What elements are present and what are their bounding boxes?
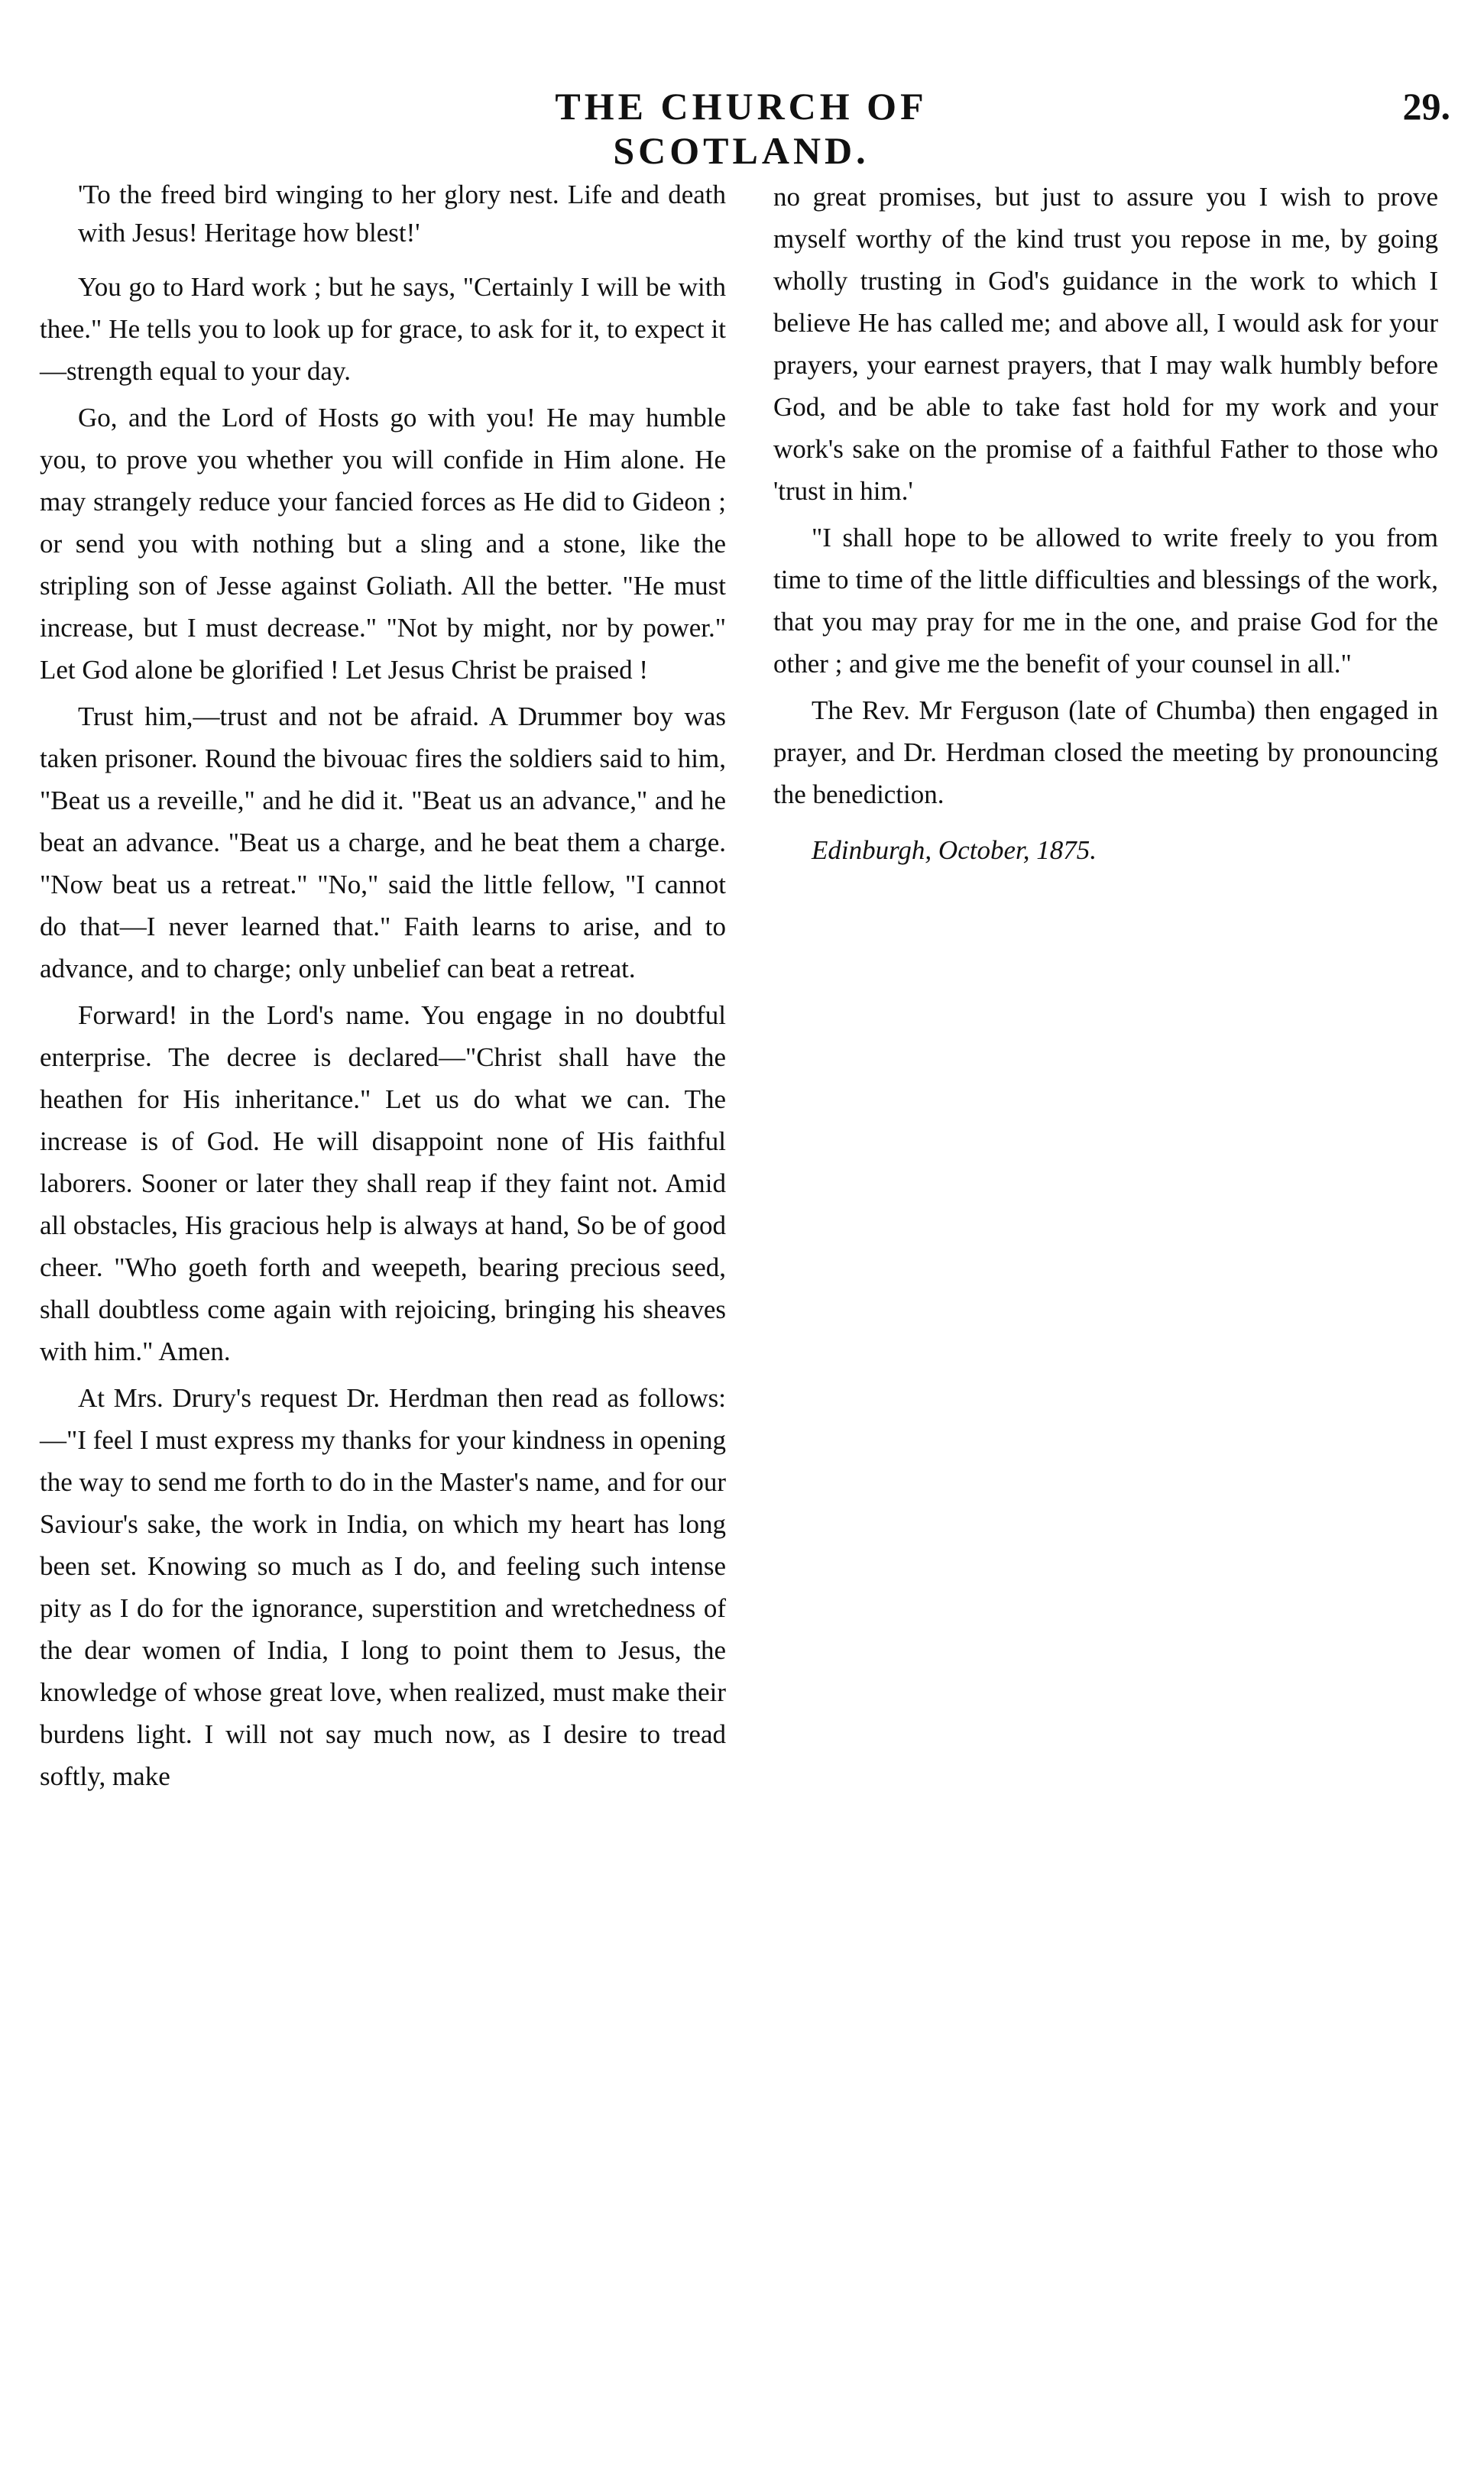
right-column: [773, 176, 1438, 871]
paragraph: The Rev. Mr Ferguson (late of Chumba) then engaged in prayer, and Dr. Herdman closed the meeting by pronouncing the benediction.: [773, 695, 1438, 809]
verse-quote: 'To the freed bird winging to her glory nest. Life and death with Jesus! Heritage how blest!': [78, 180, 726, 248]
paragraph-continued: no great promises, but just to assure you I wish to prove myself worthy of the kind trust you repose in me, by going wholly trusting in God's guidance in the work to which I believe He has called me; and above all, I would ask for your prayers, your earnest prayers, that I may walk humbly before God, and be able to take fast hold for my work and your work's sake on the promise of a faithful Father to those who 'trust in him.': [773, 182, 1438, 506]
paragraph: "I shall hope to be allowed to write freely to you from time to time of the little difficulties and blessings of the work, that you may pray for me in the one, and praise God for the other ; and give me the benefit of your counsel in all.": [773, 523, 1438, 679]
page-number: 29.: [1402, 85, 1450, 128]
dateline: Edinburgh, October, 1875.: [812, 835, 1097, 865]
paragraph: At Mrs. Drury's request Dr. Herdman then read as follows:—"I feel I must express my thanks for your kindness in opening the way to send me forth to do in the Master's name, and for our Saviour's sake, the work in India, on which my heart has long been set. Knowing so much as I do, and feeling such intense pity as I do for the ignorance, superstition and wretchedness of the dear women of India, I long to point them to Jesus, the knowledge of whose great love, when realized, must make their burdens light. I will not say much now, as I desire to tread softly, make: [40, 1383, 726, 1791]
paragraph: You go to Hard work ; but he says, "Certainly I will be with thee." He tells you to look up for grace, to ask for it, to expect it—strength equal to your day.: [40, 272, 726, 386]
paragraph: Go, and the Lord of Hosts go with you! He may humble you, to prove you whether you will confide in Him alone. He may strangely reduce your fancied forces as He did to Gideon ; or send you with nothing but a sling and a stone, like the stripling son of Jesse against Goliath. All the better. "He must increase, but I must decrease." "Not by might, nor by power." Let God alone be glorified ! Let Jesus Christ be praised !: [40, 403, 726, 685]
running-title: THE CHURCH OF SCOTLAND.: [555, 85, 928, 172]
paragraph: Trust him,—trust and not be afraid. A Drummer boy was taken prisoner. Round the bivouac fires the soldiers said to him, "Beat us a reveille," and he did it. "Beat us an advance," and he beat an advance. "Beat us a charge, and he beat them a charge. "Now beat us a retreat." "No," said the little fellow, "I cannot do that—I never learned that." Faith learns to arise, and to advance, and to charge; only unbelief can beat a retreat.: [40, 701, 726, 983]
left-column: [40, 176, 726, 1797]
paragraph: Forward! in the Lord's name. You engage in no doubtful enterprise. The decree is declared—"Christ shall have the heathen for His inheritance." Let us do what we can. The increase is of God. He will disappoint none of His faithful laborers. Sooner or later they shall reap if they faint not. Amid all obstacles, His gracious help is always at hand, So be of good cheer. "Who goeth forth and weepeth, bearing precious seed, shall doubtless come again with rejoicing, bringing his sheaves with him." Amen.: [40, 1000, 726, 1366]
